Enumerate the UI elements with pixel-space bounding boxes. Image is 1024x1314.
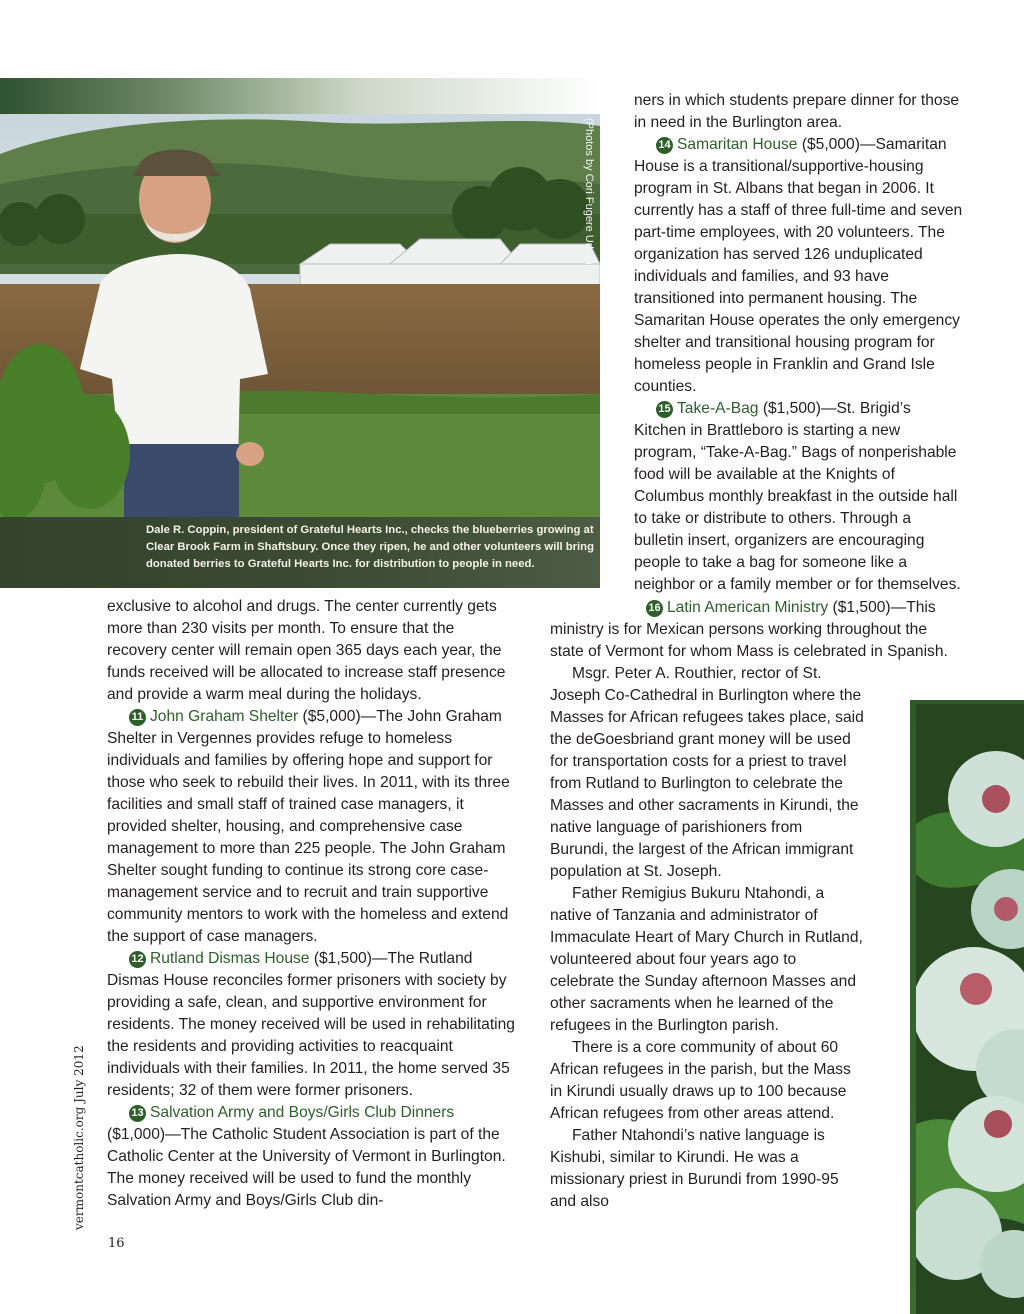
paragraph: ners in which students prepare dinner for those in need in the Burlington area. <box>634 92 960 131</box>
farmer-photo <box>0 114 600 517</box>
item-body: ($5,000)—Samaritan House is a transitional/supportive-housing program in St. Albans that began in 2006. It currently has a staff of three full-time and seven part-time employees, with 20 volunteers. The organization has served 126 unduplicated individuals and families, and 93 have transitioned into permanent housing. The Samaritan House operates the only emergency shelter and transitional housing program for homeless people in Franklin and Grand Isle counties. <box>634 136 963 395</box>
photo-caption: Dale R. Coppin, president of Grateful Hearts Inc., checks the blueberries growing at Clear Brook Farm in Shaftsbury. Once they ripen, he and other volunteers will bring donated berries to Grateful Hearts Inc. for distribution to people in need. <box>146 524 594 570</box>
paragraph: Msgr. Peter A. Routhier, rector of St. Joseph Co-Cathedral in Burlington where the Masses for African refugees takes place, said the deGoesbriand grant money will be used for transportation costs for a priest to travel from Rutland to Burlington to celebrate the Masses and other sacraments in Kirundi, the native language of parishioners from Burundi, the largest of the African immigrant population at St. Joseph. <box>550 665 864 880</box>
item-rutland-dismas-house <box>107 948 515 1102</box>
paragraph: Father Remigius Bukuru Ntahondi, a native of Tanzania and administrator of Immaculate Heart of Mary Church in Rutland, volunteered about four years ago to celebrate the Sunday afternoon Masses and other sacraments when he learned of the refugees in the Burlington parish. <box>550 885 863 1034</box>
paragraph: Father Ntahondi’s native language is Kishubi, similar to Kirundi. He was a missionary priest in Burundi from 1990-95 and also <box>550 1127 839 1210</box>
item-body: ($1,500)—The Rutland Dismas House reconciles former prisoners with society by providing a safe, clean, and supportive environment for residents. The money received will be used in rehabilitating the residents and providing activities to reacquaint individuals with their families. In 2011, the home served 35 residents; 32 of them were former prisoners. <box>107 950 515 1099</box>
number-badge: 16 <box>646 600 663 617</box>
item-body: ($5,000)—The John Graham Shelter in Vergennes provides refuge to homeless individuals and families by offering hope and support for those who seek to rebuild their lives. In 2011, with its three facilities and small staff of trained case managers, it provided shelter, housing, and comprehensive case management to more than 225 people. The John Graham Shelter sought funding to continue its strong core case-management service and to recruit and train supportive community mentors to work with the homeless and extend the support of case managers. <box>107 708 510 945</box>
number-badge: 12 <box>129 951 146 968</box>
middle-column <box>550 663 864 1213</box>
paragraph: There is a core community of about 60 African refugees in the parish, but the Mass in Kirundi usually draws up to 100 because African refugees from other areas attend. <box>550 1039 851 1122</box>
item-heading: Samaritan House <box>677 136 798 153</box>
left-column <box>107 596 515 1212</box>
item-heading: Rutland Dismas House <box>150 950 310 967</box>
blueberry-illustration <box>916 704 1024 1314</box>
item-samaritan-house <box>634 134 964 398</box>
item-heading: Latin American Ministry <box>667 599 829 616</box>
item-body: ($1,500)—This ministry is for Mexican persons working throughout the state of Vermont for whom Mass is celebrated in Spanish. <box>550 599 948 660</box>
item-heading: Take-A-Bag <box>677 400 759 417</box>
page-number: 16 <box>108 1236 125 1251</box>
right-column <box>634 90 964 596</box>
item-body: ($1,500)—St. Brigid’s Kitchen in Brattleboro is starting a new program, “Take-A-Bag.” Bags of nonperishable food will be available at the Knights of Columbus monthly breakfast in the outside hall to take or distribute to others. Through a bulletin insert, organizers are encouraging people to take a bag for someone like a neighbor or a family member or for themselves. <box>634 400 961 593</box>
paragraph: exclusive to alcohol and drugs. The center currently gets more than 230 visits per month. To ensure that the recovery center will remain open 365 days each year, the funds received will be allocated to increase staff presence and provide a warm meal during the holidays. <box>107 598 506 703</box>
item-body: ($1,000)—The Catholic Student Association is part of the Catholic Center at the University of Vermont in Burlington. The money received will be used to fund the monthly Salvation Army and Boys/Girls Club din- <box>107 1126 506 1209</box>
number-badge: 14 <box>656 137 673 154</box>
latin-american-ministry-block <box>550 597 964 663</box>
item-salvation-army <box>107 1102 515 1212</box>
number-badge: 15 <box>656 401 673 418</box>
photo-credit <box>583 118 597 298</box>
item-heading: Salvation Army and Boys/Girls Club Dinners <box>150 1104 455 1121</box>
number-badge: 11 <box>129 709 146 726</box>
item-john-graham-shelter <box>107 706 515 948</box>
sidebar-publication-info: vermontcatholic.org July 2012 <box>72 1045 86 1230</box>
item-heading: John Graham Shelter <box>150 708 299 725</box>
blueberry-photo <box>916 704 1024 1314</box>
item-take-a-bag <box>634 398 964 596</box>
photo-credit-text: (Photos by Cori Fugere Urban) <box>583 118 595 269</box>
farmer-illustration <box>0 114 600 517</box>
item-latin-american-ministry <box>550 597 964 663</box>
number-badge: 13 <box>129 1105 146 1122</box>
